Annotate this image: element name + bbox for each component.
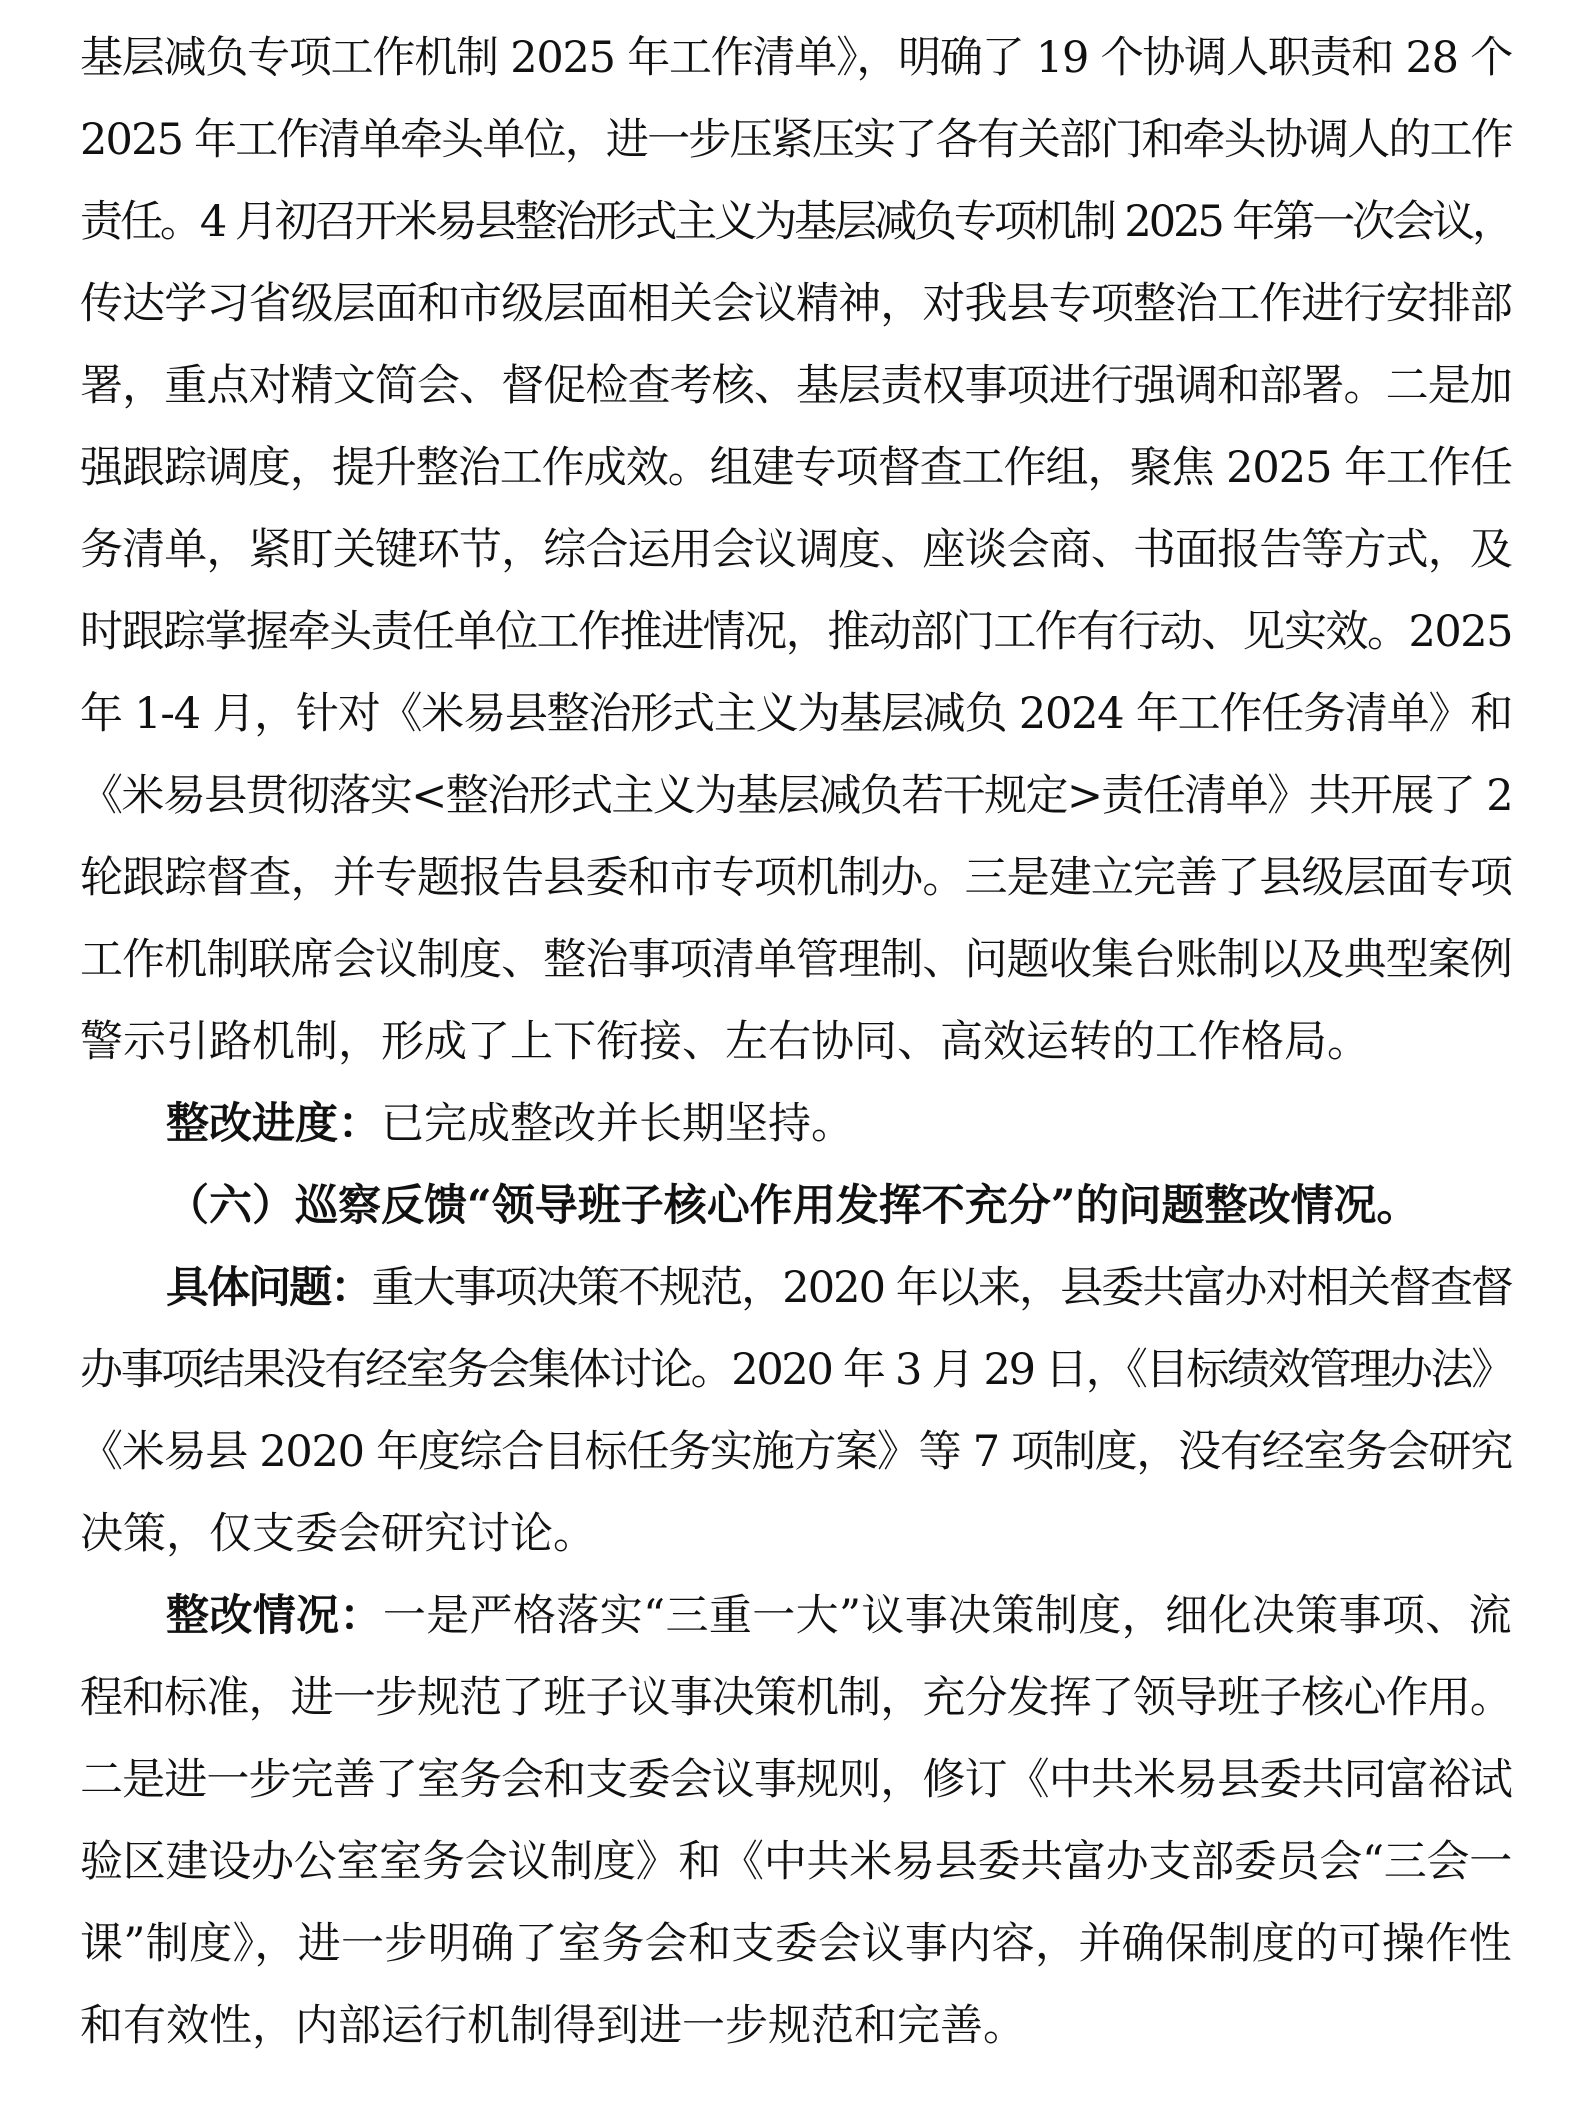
body-text: 二是进一步完善了室务会和支委会议事规则，修订《中共米易县委共同富裕试 [80, 1755, 1512, 1805]
bold-heading-text: （六）巡察反馈“领导班子核心作用发挥不充分”的问题整改情况。 [166, 1181, 1420, 1231]
text-line [0, 1166, 1577, 1246]
body-text: 《米易县 2020 年度综合目标任务实施方案》等 7 项制度，没有经室务会研究 [80, 1427, 1512, 1477]
text-line [0, 838, 1577, 918]
body-text: 2025 年工作清单牵头单位，进一步压紧压实了各有关部门和牵头协调人的工作 [80, 115, 1512, 165]
body-text: 警示引路机制，形成了上下衔接、左右协同、高效运转的工作格局。 [80, 1017, 1370, 1067]
text-line [0, 920, 1577, 1000]
body-text: 年 1-4 月，针对《米易县整治形式主义为基层减负 2024 年工作任务清单》和 [80, 689, 1512, 739]
text-line [0, 1740, 1577, 1820]
text-line [0, 1494, 1577, 1574]
text-line [0, 510, 1577, 590]
text-line [0, 1084, 1577, 1164]
body-text: 轮跟踪督查，并专题报告县委和市专项机制办。三是建立完善了县级层面专项 [80, 853, 1512, 903]
body-text: 重大事项决策不规范，2020 年以来，县委共富办对相关督查督 [371, 1263, 1512, 1313]
body-text: 责任。4 月初召开米易县整治形式主义为基层减负专项机制 2025 年第一次会议， [80, 197, 1512, 247]
text-line [0, 346, 1577, 426]
body-text: 办事项结果没有经室务会集体讨论。2020 年 3 月 29 日，《目标绩效管理办法》 [80, 1345, 1512, 1395]
text-line [0, 428, 1577, 508]
text-line [0, 264, 1577, 344]
body-text: 程和标准，进一步规范了班子议事决策机制，充分发挥了领导班子核心作用。 [80, 1673, 1512, 1723]
text-line [0, 1330, 1577, 1410]
text-line [0, 1576, 1577, 1656]
text-line [0, 592, 1577, 672]
body-text: 已完成整改并长期坚持。 [381, 1099, 854, 1149]
text-line [0, 1986, 1577, 2066]
bold-heading-text: 整改进度： [166, 1099, 381, 1149]
body-text: 决策，仅支委会研究讨论。 [80, 1509, 596, 1559]
body-text: 课”制度》，进一步明确了室务会和支委会议事内容，并确保制度的可操作性 [80, 1919, 1512, 1969]
body-text: 强跟踪调度，提升整治工作成效。组建专项督查工作组，聚焦 2025 年工作任 [80, 443, 1512, 493]
text-line [0, 674, 1577, 754]
text-line [0, 18, 1577, 98]
text-line [0, 1904, 1577, 1984]
text-line [0, 100, 1577, 180]
body-text: 传达学习省级层面和市级层面相关会议精神，对我县专项整治工作进行安排部 [80, 279, 1512, 329]
body-text: 《米易县贯彻落实<整治形式主义为基层减负若干规定>责任清单》共开展了 2 [80, 771, 1512, 821]
body-text: 验区建设办公室室务会议制度》和《中共米易县委共富办支部委员会“三会一 [80, 1837, 1512, 1887]
text-line [0, 1822, 1577, 1902]
body-text: 务清单，紧盯关键环节，综合运用会议调度、座谈会商、书面报告等方式，及 [80, 525, 1512, 575]
text-line [0, 1248, 1577, 1328]
body-text: 时跟踪掌握牵头责任单位工作推进情况，推动部门工作有行动、见实效。2025 [80, 607, 1512, 657]
text-line [0, 1412, 1577, 1492]
body-text: 和有效性，内部运行机制得到进一步规范和完善。 [80, 2001, 1026, 2051]
bold-heading-text: 具体问题： [166, 1263, 372, 1313]
text-line [0, 1002, 1577, 1082]
text-line [0, 182, 1577, 262]
body-text: 一是严格落实“三重一大”议事决策制度，细化决策事项、流 [382, 1591, 1513, 1641]
text-line [0, 756, 1577, 836]
text-line [0, 1658, 1577, 1738]
body-text: 基层减负专项工作机制 2025 年工作清单》，明确了 19 个协调人职责和 28 个 [80, 33, 1512, 83]
bold-heading-text: 整改情况： [166, 1591, 383, 1641]
body-text: 工作机制联席会议制度、整治事项清单管理制、问题收集台账制以及典型案例 [80, 935, 1512, 985]
body-text: 署，重点对精文简会、督促检查考核、基层责权事项进行强调和部署。二是加 [80, 361, 1512, 411]
